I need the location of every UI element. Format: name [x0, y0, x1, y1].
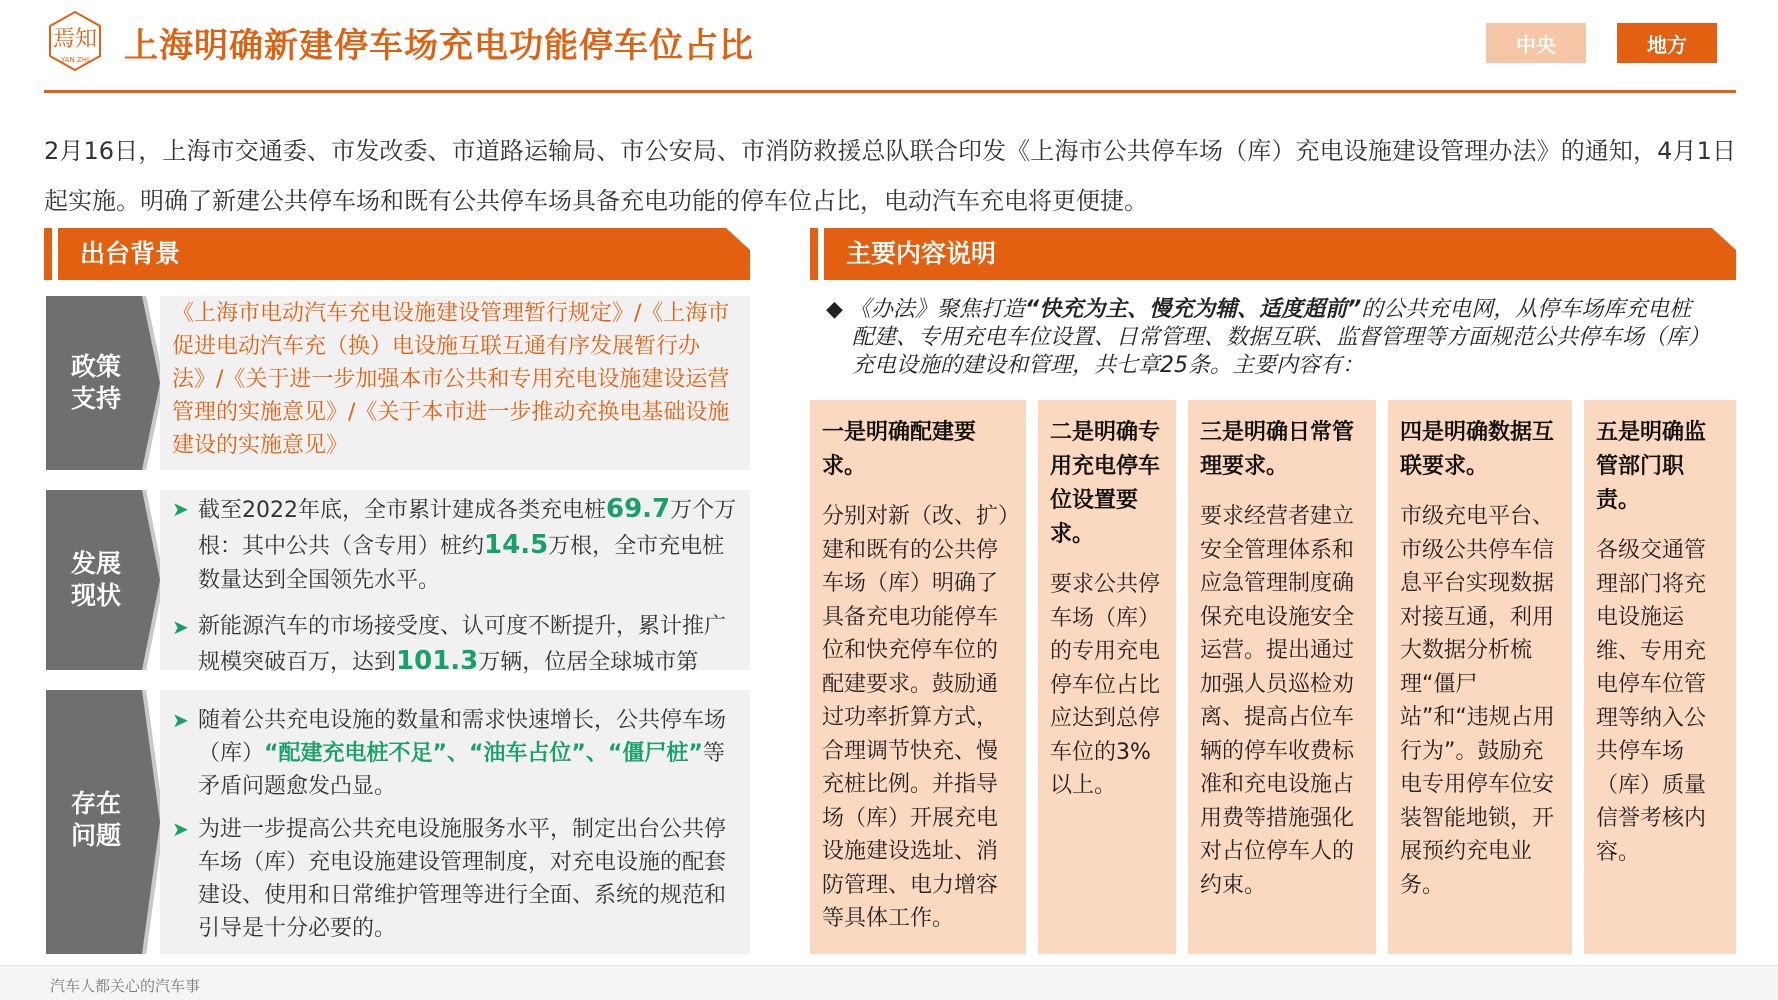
- tag-problem-line2: 问题: [70, 821, 121, 850]
- intro-text: 的公共充电网，从停车场库充电桩: [1361, 297, 1692, 322]
- content-column: [810, 400, 1026, 954]
- content-column: [1188, 400, 1376, 954]
- section-title-background: 出台背景: [80, 239, 181, 268]
- status-text: 万个万根：其中公共（含专用）桩约: [198, 498, 737, 559]
- column-body: 市级充电平台、市级公共停车信息平台实现数据对接互通，利用大数据分析梳理“僵尸站”和“违规占用行为”。鼓励充电专用停车位安装智能地锁，开展预约充电业务。: [1400, 504, 1555, 898]
- list-item: [172, 813, 738, 945]
- column-body: 要求经营者建立安全管理体系和应急管理制度确保充电设施安全运营。提出通过加强人员巡检劝离、提高占位车辆的停车收费标准和充电设施占用费等措施强化对占位停车人的约束。: [1200, 504, 1355, 898]
- section-title-content: 主要内容说明: [846, 239, 997, 268]
- tag-problem: [46, 690, 164, 954]
- tag-problem-line1: 存在: [70, 789, 121, 818]
- problem-text: 等矛盾问题愈发凸显。: [198, 741, 725, 799]
- logo-text: 焉知: [52, 27, 98, 52]
- highlight-text: “配建充电桩不足”: [264, 741, 447, 766]
- intro-text: 充电设施的建设和管理，共七章25条。主要内容有：: [852, 353, 1364, 378]
- content-column: [1388, 400, 1572, 954]
- tag-status-line2: 现状: [70, 581, 121, 610]
- problem-text: 随着公共充电设施的数量和需求快速增长，公共停车场（库）: [198, 708, 727, 766]
- column-heading: 三是明确日常管理要求。: [1200, 420, 1355, 479]
- column-heading: 二是明确专用充电停车位设置要求。: [1050, 420, 1161, 547]
- arrow-icon: ➤: [172, 615, 189, 639]
- footer-text: 汽车人都关心的汽车事: [50, 977, 201, 995]
- highlight-text: “僵尸桩”: [607, 741, 703, 766]
- status-text: 万辆，位居全球城市第: [478, 650, 699, 675]
- logo-sub-text: YAN ZHI: [60, 56, 90, 64]
- tag-policy-line2: 支持: [70, 384, 121, 413]
- list-item: [172, 704, 738, 803]
- column-body: 要求公共停车场（库）的专用充电停车位占比应达到总停车位的3%以上。: [1050, 572, 1161, 798]
- stat-number: 14.5: [484, 530, 549, 560]
- column-heading: 五是明确监管部门职责。: [1596, 420, 1707, 513]
- tab-local[interactable]: 地方: [1617, 23, 1717, 63]
- tag-policy: [46, 296, 164, 470]
- content-intro: [826, 296, 1736, 380]
- yanzhi-logo: [44, 10, 106, 72]
- policy-text: 《上海市电动汽车充电设施建设管理暂行规定》/《上海市促进电动汽车充（换）电设施互联互通有序发展暂行办法》/《关于进一步加强本市公共和专用充电设施建设运营管理的实施意见》/《关于本市进一步推动充换电基础设施建设的实施意见》: [172, 301, 730, 458]
- page-title: 上海明确新建停车场充电功能停车位占比: [124, 26, 754, 66]
- stat-number: 69.7: [606, 494, 671, 524]
- column-body: 分别对新（改、扩）建和既有的公共停车场（库）明确了具备充电功能停车位和快充停车位的配建要求。鼓励通过功率折算方式，合理调节快充、慢充桩比例。并指导场（库）开展充电设施建设选址、消防管理、电力增容等具体工作。: [822, 504, 1010, 931]
- column-heading: 四是明确数据互联要求。: [1400, 420, 1555, 479]
- highlight-sep: 、: [585, 741, 608, 766]
- column-body: 各级交通管理部门将充电设施运维、专用充电停车位管理等纳入公共停车场（库）质量信誉考核内容。: [1596, 538, 1707, 865]
- tab-central[interactable]: 中央: [1486, 23, 1586, 63]
- problem-list: [172, 704, 738, 957]
- tag-policy-line1: 政策: [70, 352, 121, 381]
- section-banner-content: [810, 228, 1736, 280]
- diamond-bullet-icon: ◆: [826, 297, 843, 322]
- status-text: 截至2022年底，全市累计建成各类充电桩: [198, 498, 606, 523]
- footer-bar: [0, 966, 1778, 1000]
- content-column: [1584, 400, 1736, 954]
- header-divider: [44, 90, 1736, 93]
- highlight-text: “油车占位”: [468, 741, 586, 766]
- arrow-icon: ➤: [172, 817, 189, 841]
- intro-text: 《办法》聚焦打造: [848, 297, 1025, 322]
- stat-number: 101.3: [396, 646, 479, 676]
- arrow-icon: ➤: [172, 708, 189, 732]
- content-column: [1038, 400, 1176, 954]
- tag-status-line1: 发展: [70, 549, 121, 578]
- problem-text: 为进一步提高公共充电设施服务水平，制定出台公共停车场（库）充电设施建设管理制度，对充电设施的配套建设、使用和日常维护管理等进行全面、系统的规范和引导是十分必要的。: [198, 817, 727, 941]
- tag-status: [46, 490, 164, 670]
- status-text: 万根，全市充电桩数量达到全国领先水平。: [198, 534, 725, 593]
- section-banner-background: [44, 228, 750, 280]
- arrow-icon: ➤: [172, 497, 189, 521]
- status-text: 新能源汽车的市场接受度、认可度不断提升，累计推广规模突破百万，达到: [198, 614, 727, 675]
- intro-bold: “快充为主、慢充为辅、适度超前”: [1024, 297, 1362, 322]
- intro-text: 配建、专用充电车位设置、日常管理、数据互联、监督管理等方面规范公共停车场（库）: [852, 325, 1711, 350]
- highlight-sep: 、: [446, 741, 469, 766]
- list-item: [172, 492, 738, 598]
- column-heading: 一是明确配建要求。: [822, 420, 977, 479]
- intro-paragraph: 2月16日，上海市交通委、市发改委、市道路运输局、市公安局、市消防救援总队联合印发《上海市公共停车场（库）充电设施建设管理办法》的通知，4月1日起实施。明确了新建公共停车场和既有公共停车场具备充电功能的停车位占比，电动汽车充电将更便捷。: [44, 137, 1736, 215]
